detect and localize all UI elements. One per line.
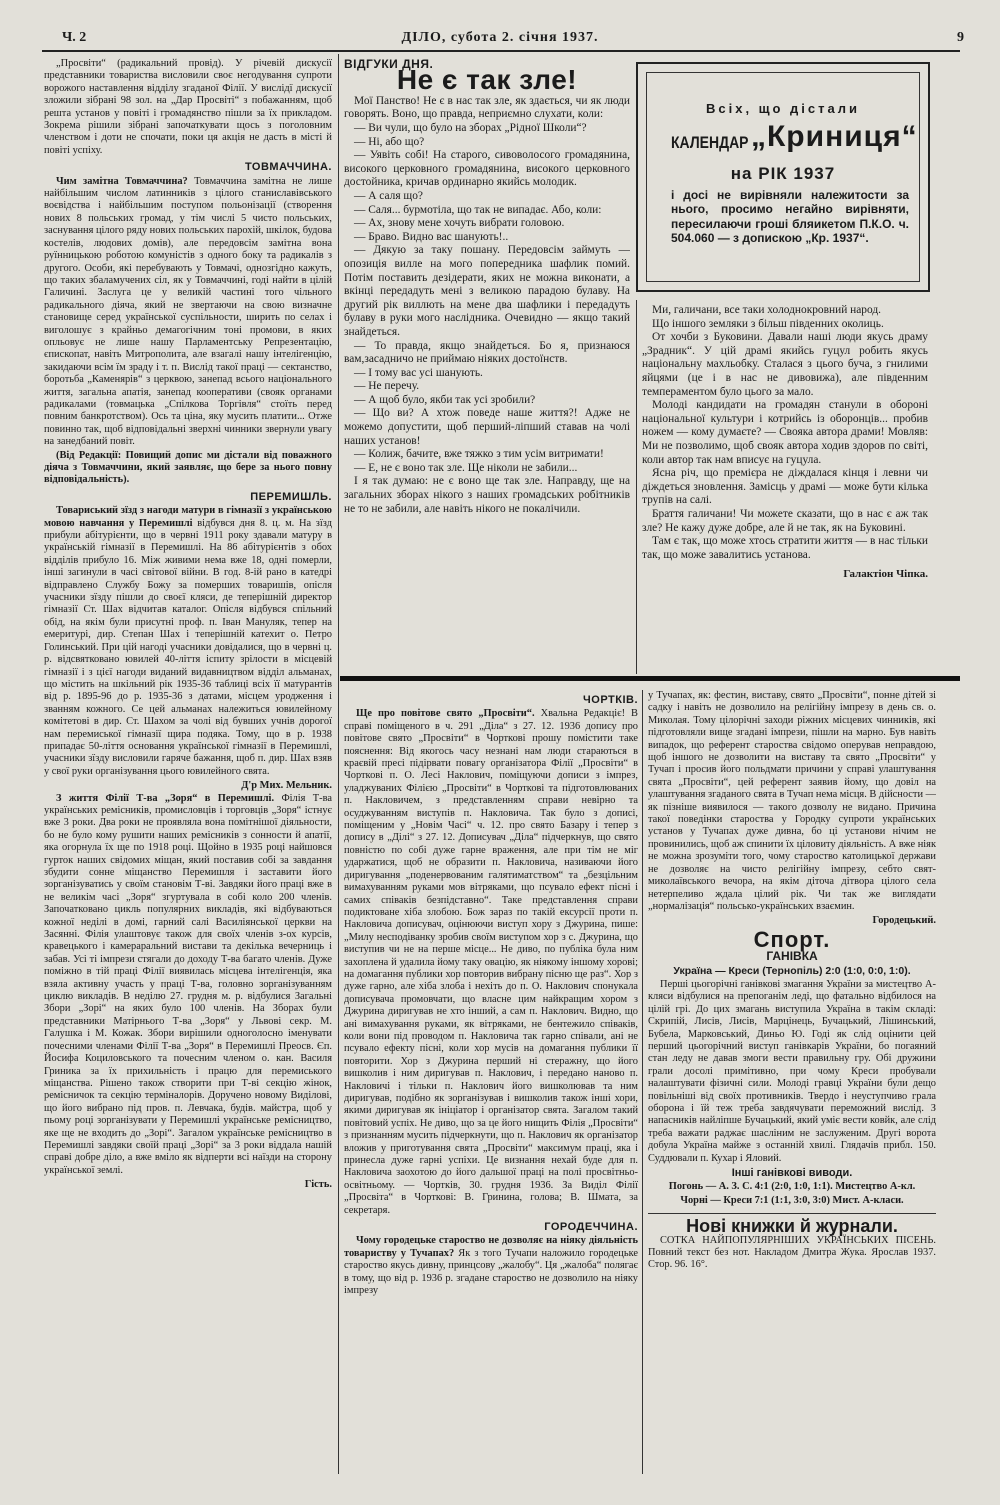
zorya-body: Філія Т-ва українських ремісників, промисловців і торговців „Зоря“ істнує вже 3 роки. Два роки не проявляла вона помітнішої діяльности, бо не було кому рушити наших ремісників з сонности й апатії, яка огорнула їх ще по 1918 році. Щойно в 1935 році найшовся гурток наших свідомих міщан, який поставив собі за завдання збудити сонне міщанство Перемишля і заставити його зорганізуватись у своїм становім Т-ві. Завдяки його праці вже в не великім часі „Зоря“ згуртувала в собі коло 200 членів. Започатковано цикль популярних викладів, які відбуваються кожної неділі в домі, гарний салі Василіянської церкви на Засянні. Філія улаштовує також для своїх членів з-ох курсів, кравецького і камераральний вистави та декілька вечерниць і забав. Усі ті імпрези стягали до доходу Т-ва багато членів. Дуже поміжно в тій праці Філії виявилась місцева інтелігенція, яка взяла активну участь у праці Т-ва, головно зорганізуванням циклю викладів. В неділю 27. грудня м. р. відбулися Загальні Збори „Зорі“ на яких було 100 членів. На Зборах були представники Матірнього Т-ва „Зоря“ у Львові секр. М. Галушка і М. Кожак. Збори вирішили одноголосно іменувати почесними членами Філії Т-ва „Зоря“ в Перемишлі Преосв. Єп. Йосифа Коциловського та почесним членом о. кан. Василя Гриника за їх прихильність і працю для перемиського міщанства. Рішено також створити при Т-ві секцію жінок, ремісничок та секцію терміналорів. Доручено новому Виділові, що його вибрано під пров. п. Левчака, будів. майстра, щоб у пьому році зорганізувати у Перемишлі українське ремісництво, яке ще не входить до „Зорі“. Загалом українське ремісництво в Перемишлі завдяки своїй праці „Зорі“ за 3 роки віддала нашій справі добре діло, а вже вміло як відперти всі наїзди на сторону української землі. <box>44 792 332 1176</box>
column-divider-right-top <box>636 300 637 674</box>
continuation-paragraph: От хочби з Буковини. Давали наші люди якусь драму „Зрадник“. У цій драмі якийсь гуцул робить якусь національну махльобку. Сталася з цього буча, з гнилими яйцями (це і в нас не дивовижа), але південним темпераментом було цього за мало. <box>642 331 928 398</box>
towmachchyna-heading: ТОВМАЧЧИНА. <box>244 161 332 174</box>
continuation-paragraph: Що іншого земляки з більш південних околиць. <box>652 317 884 330</box>
chortkiv-body: Хвальна Редакціє! В справі поміщеного в ч. 291 „Діла“ з 27. 12. 1936 допису про повітове свято „Просвіти“ в Чорткові прошу помістити таке пояснення: Від якогось часу незнані нам люди стараються в краєвій пресі підірвати повагу організатора Філії „Просвіти“ в Чорткові п. О. Лесі Наклович, поміщуючи дописи з імпрез, уладжуваних Філією „Просвіти“ в Чорткові та підготовлюваних п. Накловичем, з представленням справи невірно та осуджуванням виступів п. Накловича. Так було з дописі, поміщеним у „Новім Часі“ ч. 12. про свято Базару і тепер з допису в „Ділі“ з 27. 12. Дописувач „Діла“ підчеркнув, що свято повністю по собі дуже гарне враження, але при тім не міг ударжатися, щоб не образити п. Накловича, називаючи його диригування „поденервованим галятиматством“ та „безцільним вимахуванням руками мов вітряками, що псувало ефект пісні і самих співаків безпідставно“. Таке представлення справи подиктоване хіба злобою. Бож зараз по такій ексурсії проти п. Накловича дописувач, оцінюючи виступ хору з Джурина, пише: „Милу несподіванку зробив своїм виступом хор з с. Джурина, що виступив чи не на перше місце... Не диво, по публіка була ним захоплена й удалила йому таку овацію, як ніякому іншому хорові; на домагання публики хор повторив вибрану пісню ще раз“. Хор з дуже гарно, але хіба злоба і нехіть до п. О. Наклович спонукала дописувача промовчати, що власне цим найкращим хором з Джурина диригував не хто інший, а сам п. Наклович. Видно, що ані вимахування руками, як вітряками, не бентежило співаків, коли вони під проводом п. Накловича так гарно співали, ані не псувало ефекту пісні, коли хор мусів на домагання публики її повторити. Хор з Джурина перший ні стеражну, що його вишколив і ним диригував п. Наклович, і передано наново п. Накловичі і тільки п. Наклович його вишколював та ним диригував, подібно як зорганізував і вишколив також інші хори, якими диригував як ініціатор і організатор свята. Загалом такий повітовий успіх. Не диво, що за це його нищить Філія „Просвіти“ з признанням мусить підчеркнути, що п. Наклович як організатор вложив у приготування свята „Просвіти“ максимум праці, яка і принесла дуже гарні успіхи. Це визнання нехай буде для п. Накловича заохотою до його дальшої праці на полі просвітньо-освітньому. — Чортків, 30. грудня 1936. За Виділ Філії „Просвіта“ в Чорткові: В. Гринина, голова; В. Шмата, за секретаря. <box>344 708 638 1216</box>
chortkiv-heading: ЧОРТКІВ. <box>583 694 638 706</box>
opinion-paragraph: І я так думаю: не є воно ще так зле. Направду, ще на загальних зборах нікого з наших громадських робітників не то не забили, але навіть нікого не покалічили. <box>344 475 630 515</box>
opinion-paragraph: — Колиж, бачите, вже тяжко з тим усім витримати! <box>354 448 604 461</box>
ad-title-row <box>647 120 919 158</box>
zorya-signature: Гість. <box>304 1179 332 1191</box>
ad-calendar-word: КАЛЕНДАР <box>671 132 749 152</box>
opinion-paragraph: — Е, не є воно так зле. Ще ніколи не забили... <box>354 461 578 474</box>
gorodechchyna-body: Як з того Тучапи наложило городецьке староство якусь дивну, принцсову „жалобу“. Ця „жалоба“ полягає в тому, що від р. 1936 р. згадане староство не дозволило на ніяку імпрезу <box>344 1247 638 1297</box>
books-entry: СОТКА НАЙПОПУЛЯРНІШИХ УКРАЇНСЬКИХ ПІСЕНЬ. Повний текст без нот. Накладом Дмитра Жука. Ярослав 1937. Стор. 96. 16°. <box>648 1234 936 1271</box>
continuation-paragraph: Там є так, що може хтось стратити життя — в нас тільки так, що може завалитись установа. <box>642 535 928 561</box>
page-header <box>40 28 964 50</box>
opinion-column <box>344 58 630 670</box>
opinion-paragraph: — Ви чули, що було на зборах „Рідної Школи“? <box>354 122 587 134</box>
opinion-paragraph: — І тому вас усі шанують. <box>354 366 483 379</box>
column-divider-left <box>338 54 339 1474</box>
chortkiv-lead: Ще про повітове свято „Просвіти“. <box>356 708 535 720</box>
right-bottom-column <box>648 690 936 1480</box>
opinion-paragraph: Мої Панство! Не є в нас так зле, як здається, чи як люди говорять. Воно, що правда, неприємно слухати, коли: <box>344 94 630 121</box>
peremyshl-heading: ПЕРЕМИШЛЬ. <box>250 490 332 503</box>
ad-year: на РІК 1937 <box>730 164 836 183</box>
ad-kryntsia-title: „Криниця“ <box>751 120 918 153</box>
kalendar-advertisement <box>636 62 930 292</box>
page-number: 9 <box>957 30 964 45</box>
opinion-paragraph: — Саля... бурмотіла, що так не випадає. Або, коли: <box>354 203 602 216</box>
header-rule <box>42 50 960 52</box>
ad-inner-frame <box>646 72 920 282</box>
left-column <box>44 58 332 1478</box>
opinion-paragraph: — А щоб було, якби так усі зробили? <box>354 393 536 406</box>
opinion-paragraph: — А саля що? <box>354 189 423 202</box>
ad-intro-line: Всіх, що дістали <box>706 101 860 116</box>
hockey-report: Перші цьогорічні ганівкові змагання України за мистецтво А-кляси відбулися на препоганім леді, що фатально відбилося на цілій грі. До цих змагань виступила Україна в такім складі: Скрипій, Лисів, Лисів, Марцінець, Бучацький, Лішинський, Бубела, Марковський, Диньо Ю. Годі як слід оцінити цей перший цьогорічний виступ ганівкарів України, бо погаяний стан леду не давав змоги вести правильну гру. Обі дружини грали досолі примітивно, при чому Креси пробували налаштувати фізичні сили. Молоді гравці України були дещо повільніші від своїх противників. Твердо і неуступчиво грала оборона і їй теж треба завдячувати переможний вислід. З напасників найліпше Бучацький, який уміє вести ковйк, але слід треба важати раджає шасліним не заслуженим. Другі ворота добула Україна майже з останній хвилі. Глядачів прибл. 150. Суддювали п. Кухар і Яловий. <box>648 978 936 1164</box>
masthead-date: ДІЛО, субота 2. січня 1937. <box>401 30 599 45</box>
continuation-paragraph: Ясна річ, що премієра не діждалася кінця і левни чи діждеться зновлення. Замісць у драмі — може бути кілька трупів на салі. <box>642 467 928 507</box>
match-score: Україна — Креси (Тернопіль) 2:0 (1:0, 0:0, 1:0). <box>673 964 911 977</box>
opinion-paragraph: — Ах, знову мене хочуть вибрати головою. <box>354 217 565 230</box>
prosvita-intro: „Просвіти“ (радикальний провід). У річевій дискусії представники товариства висловили своє негодування супроти ворожого наставлення відділу згаданої Філії. У вислідї дискусії зложили зібрані 98 зол. на „Дар Просвіті“ з побажанням, щоб решта установ у повіті і громадянство пішли за їх прикладом. Зокрема рішили зібрані започаткувати щось з поголовним членством і доти не спочати, поки ця акція не дасть в місті й повіті успіху. <box>44 58 332 156</box>
books-heading: Нові книжки й журнали. <box>686 1216 898 1237</box>
peremyshl-lead: Товариський зїзд з нагоди матури в гімназії з українською мовою навчання у Перемишлі <box>44 505 332 529</box>
column-divider-right-bottom <box>642 690 643 1474</box>
peremyshl-body: відбувся дня 8. ц. м. На зїзд прибули абітурієнти, що в червні 1911 року здавали матуру в українській гімназії в Перемишлі. На 86 абітурієнтів з обох відділів прибуло 16. Між живими нема вже 18, одні померли, інші загинули в часі світової війни. В год. 8-ій рано в катедрі відправлено Службу Божу за померших товаришів, опісля учасники зїзду пішли до своєї кляси, де теперішній директор гімназії Ст. Шах відчитав каталог. Опісля відбувся спільний обід, на якім були присутні проф. п. Іван Мануляк, тепер на емеритурі, дир. Степан Шах і теперішній катехит о. Петро Голинський. При цій нагоді учасники довідалися, що в червні ц. р. відсвятковано ювилей 40-ліття іспиту зрілости в місцевій гімназії і з цієї нагоди виданий видавництвом відділ альманах, що містить на шкільний рік 1935-36 таблиці всіх її матурантів від р. 1895-96 до р. 1935-36 з датами, місцем уродження і званням кожного. Се цей альманах належиться ювилейному комітетові в дир. Ст. Шахом за чолі від бувших учнів дорогої нам перемиської гімназії щира подяка. Тому, що в р. 1938 припадає 50-ліття основання української гімназії в Перемишлі, учасники зїзду висловили гаряче бажання, щоб п. дир. Шах взяв у свої руки організування цього ювилейного свята. <box>44 517 332 777</box>
opinion-paragraph: — Дякую за таку пошану. Передовсім займуть — опозиція вилле на мого попередника шафлик помий. Потім поставить дезідерати, яких не можна виконати, а вкінці передадуть мені з великою парадою булаву. На другий рік виллють на мене два шафлики і передадуть булаву в руки мого наслідника. Очевидно — якщо такий знайдеться. <box>344 244 630 338</box>
continuation-paragraph: Браття галичани! Чи можете сказати, що в нас є аж так зле? Не кажу дуже добре, але й не так, як на Буковині. <box>642 507 928 534</box>
opinion-continuation <box>642 304 928 672</box>
continuation-paragraph: Ми, галичани, все таки холоднокровний народ. <box>652 304 881 316</box>
opinion-paragraph: — Уявіть собі! На старого, сивоволосого громадянина, високого церковного громадянина, високого церковного достойника, кричав ординарно якийсь молодик. <box>344 149 630 189</box>
zorya-lead: З життя Філії Т-ва „Зоря“ в Перемишлі. <box>56 792 275 804</box>
section-divider-thick <box>340 676 960 681</box>
other-result-1: Погонь — А. З. С. 4:1 (2:0, 1:0, 1:1). Мистецтво А-кл. <box>668 1181 916 1193</box>
gorodechchyna-lead: Чому городецьке староство не дозволяє на ніяку діяльність товариству у Тучапах? <box>344 1235 638 1259</box>
opinion-paragraph: — То правда, якщо знайдеться. Бо я, признаюся вам,засадничо не приймаю ніяких достоїнств. <box>344 339 630 366</box>
author-signature: Галактіон Чіпка. <box>843 568 928 581</box>
continuation-paragraph: Молоді кандидати на громадян станули в обороні національної культури і котрийсь із оборонців... пробив ножем — кому думаєте? — Свояка автора драми! Мовляв: Ми не позволимо, щоб свояк автора ходив здоров по світі, коли автор так нам вписує на гуцула. <box>642 399 928 466</box>
chortkiv-column <box>344 690 638 1480</box>
towmachchyna-lead: Чим замітна Товмаччина? <box>56 175 188 187</box>
tuchapy-signature: Городецький. <box>872 915 936 927</box>
other-result-2: Чорні — Креси 7:1 (1:1, 3:0, 3:0) Мист. А-класи. <box>680 1194 904 1206</box>
opinion-title: Не є так зле! <box>396 64 578 96</box>
editorial-note: (Від Редакції: Повищий допис ми дістали від поважного діяча з Товмаччини, який заявляє, що бере за нього повну відповідальність). <box>44 449 332 486</box>
other-hockey-heading: Інші ганівкові виводи. <box>731 1167 853 1180</box>
books-divider <box>648 1213 936 1214</box>
hockey-subheading: ГАНІВКА <box>766 949 818 964</box>
ad-body: і досі не вирівняли належитости за нього, просимо негайно вирівняти, пересилаючи гроші бляикетом П.К.О. ч. 504.060 — з допискою „Кр. 1937“. <box>671 188 909 246</box>
peremyshl-signature: Д'р Мих. Мельник. <box>241 780 332 792</box>
opinion-paragraph: — Ні, або що? <box>354 135 425 148</box>
opinion-paragraph: — Що ви? А хтож поведе наше життя?! Адже не можемо допустити, щоб перший-ліпший ставав на чолі наших установ! <box>344 407 630 447</box>
opinion-paragraph: — Браво. Видно вас шанують!.. <box>354 230 509 243</box>
tuchapy-continuation: у Тучапах, як: фестин, виставу, свято „Просвіти“, понне дітей зі садку і навіть не дозволило на релігійну імпрезу в день св. о. Миколая. Тому цілорічні заходи ріжних місцевих чинників, які підготовляли вище згадані імпрези, пішли на марно. Був навіть випадок, що референт староства свідомо оперував неправдою, щоб іншого не дозволити на виставу та свято „Просвіти“ у Тучап і просив його польдмати причини у справі улаштування свята „Просвіти“, цей референт заявив йому, що довіл на улаштування згаданого свята в Тучап нема місця. В дійсности — як пізніше виявилося — такого дозволу не видано. Причина такої поведінки староства у Городку супроти українських установ у Тучапах дуже дивна, бо ці установи нічим не провинились, щоб аж спинити їх ціловиту діяльність. А вже ніяк не можна зрозуміти того, чому староство католицької держави не дозволяє на чисто релігійну імпрезу, себто свят-миколаївського вечора, на якім діточа дітвора цілого села нетерпеливо ждала цілий рік. Чи так же виглядати „нормалізація“ польсько-українських взаємин. <box>648 690 936 912</box>
gorodechchyna-heading: ГОРОДЕЧЧИНА. <box>544 1221 638 1234</box>
towmachchyna-body: Товмаччина замітна не лише найбільшим числом латинників з цілого станиславівського воєвідства і найбільшим поступом польонізації (створення нових 8 польських громад, у тім числі 5 чисто польських, заснування цілого ряду нових польських парохій, шкілок, будова костелів, людових домів), але передовсім замітна вона руїнницькою роботою комуністів з одного боку та радикалів з другого. Особи, які перебувають у Товмачі, однозгідно кажуть, що таких збаламучених сіл, як у Товмаччині, годі найти в цілій Галичині. Заслуга це у великій частині того чільного радикального діяча, який не звертаючи на свою визначне становище серед української суспільности, ширить по селах і виголошує з крайньо демагогічним тоні промови, в яких опльовує не лише нашу Парламентську Репрезентацію, єпископат, навіть Митрополита, але взагалі нашу інтелігенцію, закидаючи всім їм зраду і т. п. Вислід такої праці — сектанство, боротьба „Каменярів“ з церквою, занепад всього національного життя, загальна апатія, занепад кооперативи (свояк органами радикалами (товмацька „Спілкова Торгівля“ стоїть перед повним банкротством). Ось та ціна, яку мусить платити... Отже повинно так, щоб відповідальні зверхні чинники звернули увагу на занедбаний повіт. <box>44 175 332 448</box>
opinion-paragraph: — Не перечу. <box>354 380 420 393</box>
sport-heading: Спорт. <box>753 926 831 952</box>
section-kicker: ВІДГУКИ ДНЯ. <box>344 58 434 71</box>
issue-number: Ч. 2 <box>62 30 87 45</box>
